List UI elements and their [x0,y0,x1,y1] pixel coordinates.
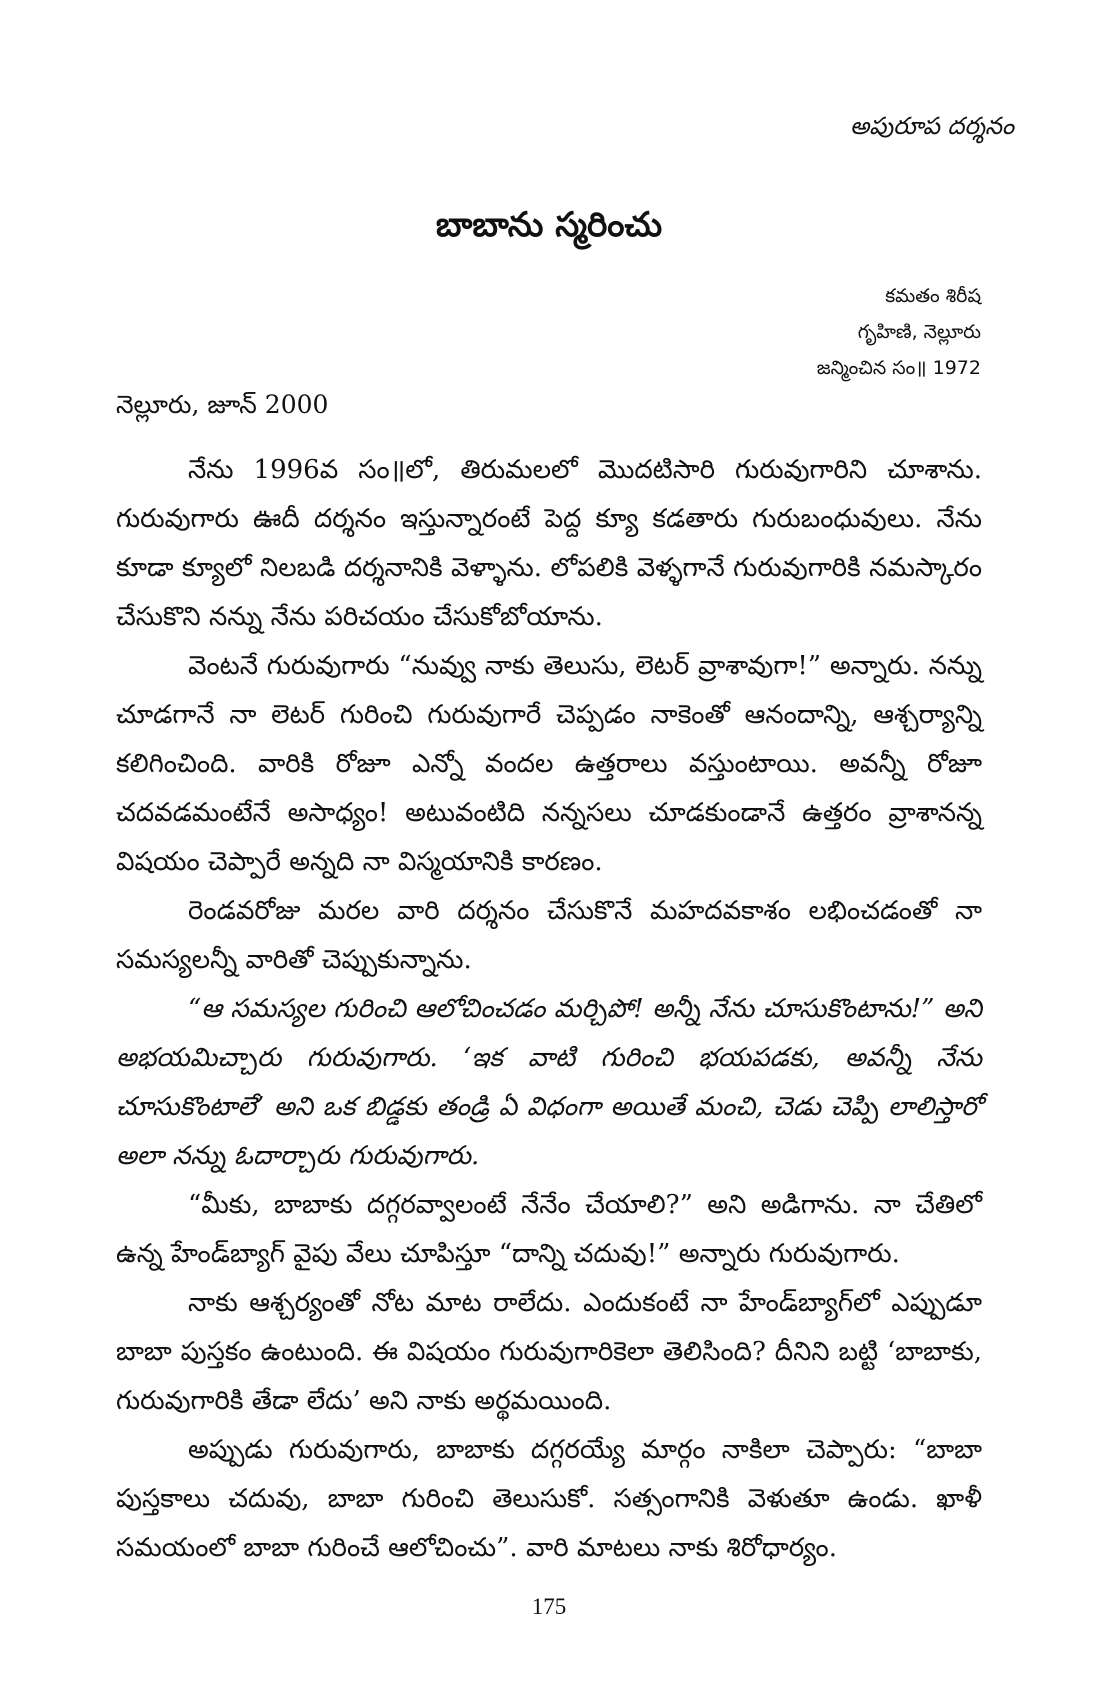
paragraph: అప్పుడు గురువుగారు, బాబాకు దగ్గరయ్యే మార్గం నాకిలా చెప్పారు: “బాబా పుస్తకాలు చదువు, బాబా గురించి తెలుసుకో. సత్సంగానికి వెళుతూ ఉండు. ఖాళీ సమయంలో బాబా గురించే ఆలోచించు”. వారి మాటలు నాకు శిరోధార్యం. [116,1435,982,1563]
chapter-title: బాబాను స్మరించు [435,205,663,245]
place-date: నెల్లూరు, జూన్ 2000 [116,390,329,419]
author-birth-year: జన్మించిన సం॥ 1972 [816,357,981,379]
running-title: అపురూప దర్శనం [850,112,1014,140]
body-text [116,446,982,1573]
paragraph: “ఆ సమస్యల గురించి ఆలోచించడం మర్చిపో! అన్నీ నేను చూసుకొంటాను!” అని అభయమిచ్చారు గురువుగారు. ‘ఇక వాటి గురించి భయపడకు, అవన్నీ నేను చూసుకొంటాలే’ అని ఒక బిడ్డకు తండ్రి ఏ విధంగా అయితే మంచి, చెడు చెప్పి లాలిస్తారో అలా నన్ను ఓదార్చారు గురువుగారు. [116,994,982,1171]
page-number: 175 [531,1594,567,1619]
author-occupation: గృహిణి, నెల్లూరు [857,321,981,343]
paragraph: వెంటనే గురువుగారు “నువ్వు నాకు తెలుసు, లెటర్ వ్రాశావుగా!” అన్నారు. నన్ను చూడగానే నా లెటర్ గురించి గురువుగారే చెప్పడం నాకెంతో ఆనందాన్ని, ఆశ్చర్యాన్ని కలిగించింది. వారికి రోజూ ఎన్నో వందల ఉత్తరాలు వస్తుంటాయి. అవన్నీ రోజూ చదవడమంటేనే అసాధ్యం! అటువంటిది నన్నసలు చూడకుండానే ఉత్తరం వ్రాశానన్న విషయం చెప్పారే అన్నది నా విస్మయానికి కారణం. [116,651,982,877]
paragraph: నేను 1996వ సం॥లో, తిరుమలలో మొదటిసారి గురువుగారిని చూశాను. గురువుగారు ఊదీ దర్శనం ఇస్తున్నారంటే పెద్ద క్యూ కడతారు గురుబంధువులు. నేను కూడా క్యూలో నిలబడి దర్శనానికి వెళ్ళాను. లోపలికి వెళ్ళగానే గురువుగారికి నమస్కారం చేసుకొని నన్ను నేను పరిచయం చేసుకోబోయాను. [116,455,982,632]
paragraph: నాకు ఆశ్చర్యంతో నోట మాట రాలేదు. ఎందుకంటే నా హేండ్‌బ్యాగ్‌లో ఎప్పుడూ బాబా పుస్తకం ఉంటుంది. ఈ విషయం గురువుగారికెలా తెలిసింది? దీనిని బట్టి ‘బాబాకు, గురువుగారికి తేడా లేదు’ అని నాకు అర్థమయింది. [116,1288,982,1416]
author-name: కమతం శిరీష [885,285,981,307]
author-block [817,278,981,386]
paragraph: రెండవరోజు మరల వారి దర్శనం చేసుకొనే మహదవకాశం లభించడంతో నా సమస్యలన్నీ వారితో చెప్పుకున్నాను. [116,896,982,975]
paragraph: “మీకు, బాబాకు దగ్గరవ్వాలంటే నేనేం చేయాలి?” అని అడిగాను. నా చేతిలో ఉన్న హేండ్‌బ్యాగ్ వైపు వేలు చూపిస్తూ “దాన్ని చదువు!” అన్నారు గురువుగారు. [116,1190,982,1269]
